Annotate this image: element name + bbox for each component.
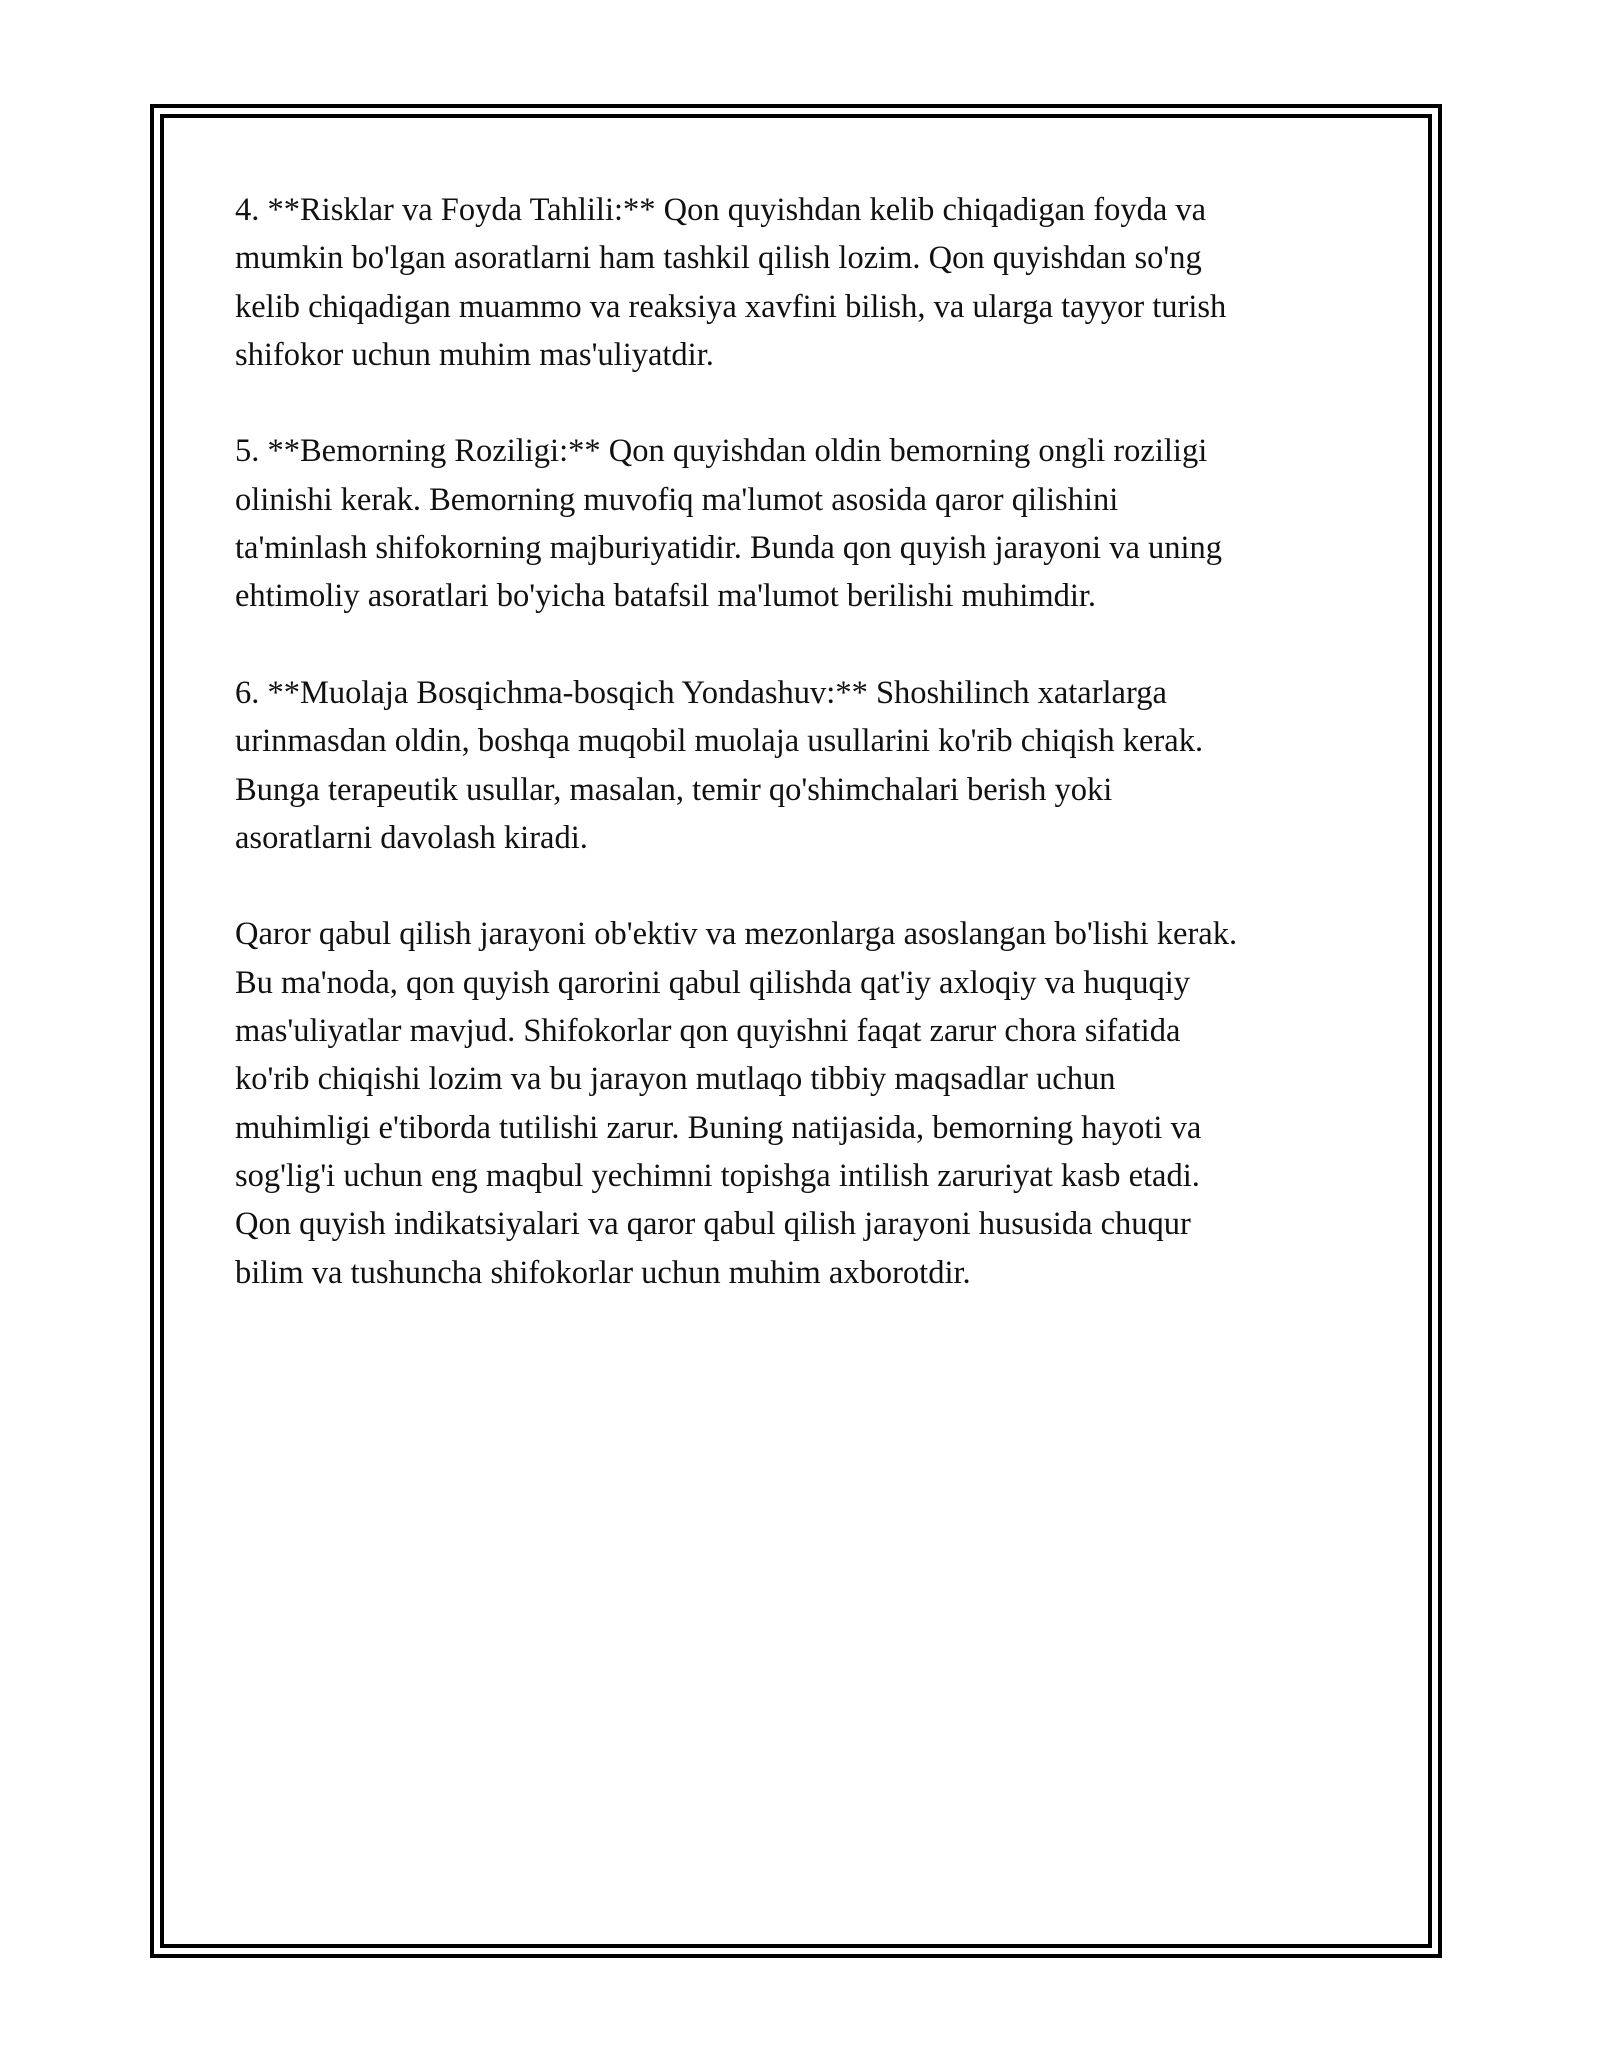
paragraph-patient-consent: 5. **Bemorning Roziligi:** Qon quyishdan oldin bemorning ongli roziligi olinishi kerak. Bemorning muvofiq ma'lumot asosida qaror qilishini ta'minlash shifokorning majburiyatidir. Bunda qon quyish jarayoni va uning ehtimoliy asoratlari bo'yicha batafsil ma'lumot berilishi muhimdir. xyxy=(235,433,1223,615)
paragraph-risks-benefits: 4. **Risklar va Foyda Tahlili:** Qon quyishdan kelib chiqadigan foyda va mumkin bo'lgan asoratlarni ham tashkil qilish lozim. Qon quyishdan so'ng kelib chiqadigan muammo va reaksiya xavfini bilish, va ularga tayyor turish shifokor uchun muhim mas'uliyatdir. xyxy=(235,192,1227,373)
paragraph-conclusion: Qaror qabul qilish jarayoni ob'ektiv va mezonlarga asoslangan bo'lishi kerak. Bu ma'noda, qon quyish qarorini qabul qilishda qat'iy axloqiy va huquqiy mas'uliyatlar mavjud. Shifokorlar qon quyishni faqat zarur chora sifatida ko'rib chiqishi lozim va bu jarayon mutlaqo tibbiy maqsadlar uchun muhimligi e'tiborda tutilishi zarur. Buning natijasida, bemorning hayoti va sog'lig'i uchun eng maqbul yechimni topishga intilish zaruriyat kasb etadi. Qon quyish indikatsiyalari va qaror qabul qilish jarayoni hususida chuqur bilim va tushuncha shifokorlar uchun muhim axborotdir. xyxy=(235,916,1238,1291)
paragraph-stepwise-treatment: 6. **Muolaja Bosqichma-bosqich Yondashuv:** Shoshilinch xatarlarga urinmasdan oldin, boshqa muqobil muolaja usullarini ko'rib chiqish kerak. Bunga terapeutik usullar, masalan, temir qo'shimchalari berish yoki asoratlarni davolash kiradi. xyxy=(235,674,1204,856)
document-body xyxy=(235,186,1370,1345)
